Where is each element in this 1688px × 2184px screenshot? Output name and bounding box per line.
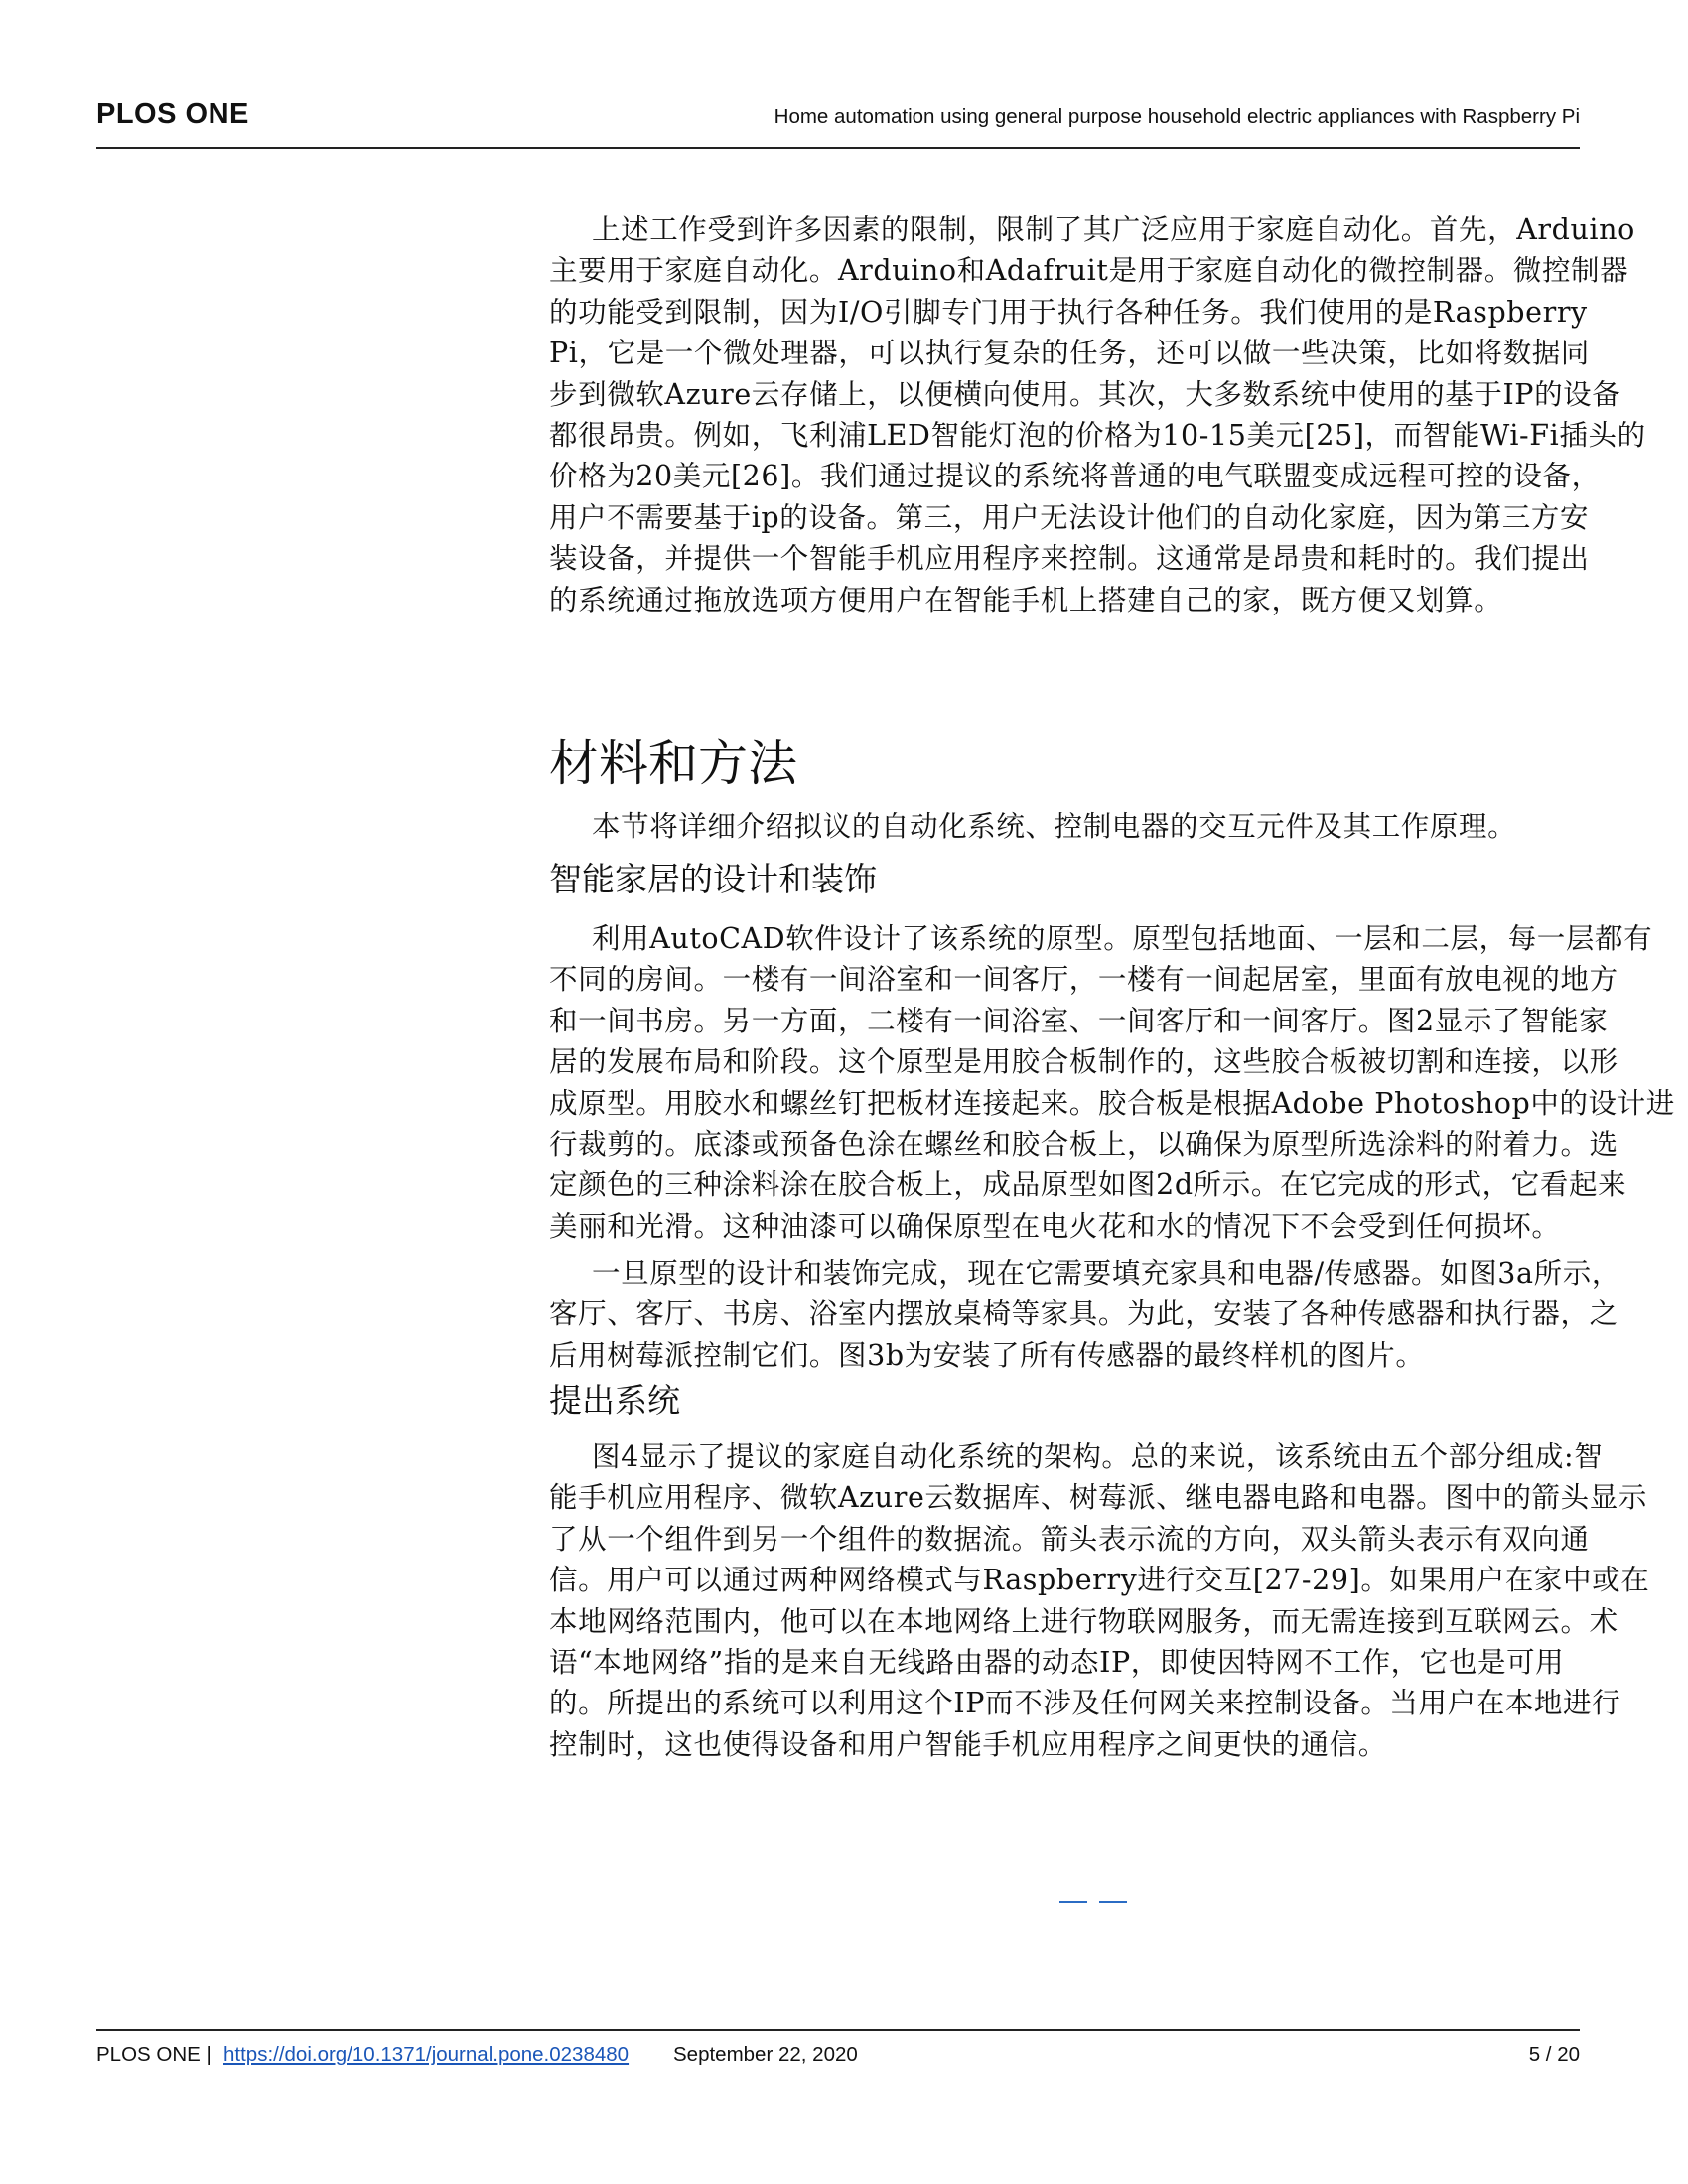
section-heading: 材料和方法 [549,735,797,792]
text-line: 了从一个组件到另一个组件的数据流。箭头表示流的方向，双头箭头表示有双向通 [549,1522,1590,1556]
text-line: 的。所提出的系统可以利用这个IP而不涉及任何网关来控制设备。当用户在本地进行 [549,1687,1621,1720]
text-line: 居的发展布局和阶段。这个原型是用胶合板制作的，这些胶合板被切割和连接，以形 [549,1045,1618,1079]
text-line: 客厅、客厅、书房、浴室内摆放桌椅等家具。为此，安装了各种传感器和执行器，之 [549,1297,1618,1331]
text-line: 定颜色的三种涂料涂在胶合板上，成品原型如图2d所示。在它完成的形式，它看起来 [549,1168,1627,1202]
footer-journal: PLOS ONE | [96,2043,211,2066]
text-line: 主要用于家庭自动化。Arduino和Adafruit是用于家庭自动化的微控制器。微控制器 [549,254,1629,288]
text-line: 上述工作受到许多因素的限制，限制了其广泛应用于家庭自动化。首先，Arduino [592,213,1635,246]
text-line: 都很昂贵。例如，飞利浦LED智能灯泡的价格为10-15美元[25]，而智能Wi-Fi插头的 [549,419,1646,452]
text-line: 图4显示了提议的家庭自动化系统的架构。总的来说，该系统由五个部分组成:智 [592,1440,1604,1473]
text-line: 后用树莓派控制它们。图3b为安装了所有传感器的最终样机的图片。 [549,1338,1425,1372]
text-line: 装设备，并提供一个智能手机应用程序来控制。这通常是昂贵和耗时的。我们提出 [549,542,1590,576]
text-line: 信。用户可以通过两种网络模式与Raspberry进行交互[27-29]。如果用户在家中或在 [549,1564,1650,1597]
link-marker [1059,1901,1087,1903]
text-line: 行裁剪的。底漆或预备色涂在螺丝和胶合板上，以确保为原型所选涂料的附着力。选 [549,1128,1618,1160]
text-line: 成原型。用胶水和螺丝钉把板材连接起来。胶合板是根据Adobe Photoshop中的设计进 [549,1086,1675,1120]
text-line: 价格为20美元[26]。我们通过提议的系统将普通的电气联盟变成远程可控的设备， [549,460,1601,493]
text-line: 语“本地网络”指的是来自无线路由器的动态IP，即使因特网不工作，它也是可用 [549,1646,1565,1679]
running-title: Home automation using general purpose household electric appliances with Raspberry Pi [774,105,1580,128]
header-rule [96,147,1580,149]
page-number: 5 / 20 [1528,2043,1580,2066]
footer-date: September 22, 2020 [673,2043,858,2066]
doi-link[interactable]: https://doi.org/10.1371/journal.pone.0238480 [223,2043,630,2066]
subsection-heading-system: 提出系统 [549,1381,680,1420]
text-line: Pi，它是一个微处理器，可以执行复杂的任务，还可以做一些决策，比如将数据同 [549,337,1590,370]
text-line: 本地网络范围内，他可以在本地网络上进行物联网服务，而无需连接到互联网云。术 [549,1604,1618,1638]
link-marker [1099,1901,1127,1903]
text-line: 的功能受到限制，因为I/O引脚专门用于执行各种任务。我们使用的是Raspberry [549,295,1588,329]
footer-rule [96,2029,1580,2031]
text-line: 步到微软Azure云存储上，以便横向使用。其次，大多数系统中使用的基于IP的设备 [549,377,1621,411]
subsection-heading-design: 智能家居的设计和装饰 [549,860,877,898]
text-line: 利用AutoCAD软件设计了该系统的原型。原型包括地面、一层和二层，每一层都有 [592,922,1653,955]
text-line: 一旦原型的设计和装饰完成，现在它需要填充家具和电器/传感器。如图3a所示， [592,1257,1620,1290]
text-line: 不同的房间。一楼有一间浴室和一间客厅，一楼有一间起居室，里面有放电视的地方 [549,963,1618,997]
text-line: 美丽和光滑。这种油漆可以确保原型在电火花和水的情况下不会受到任何损坏。 [549,1209,1561,1243]
journal-logo: PLOS ONE [96,98,249,130]
text-line: 能手机应用程序、微软Azure云数据库、树莓派、继电器电路和电器。图中的箭头显示 [549,1481,1647,1515]
section-intro: 本节将详细介绍拟议的自动化系统、控制电器的交互元件及其工作原理。 [592,810,1517,843]
text-line: 和一间书房。另一方面，二楼有一间浴室、一间客厅和一间客厅。图2显示了智能家 [549,1004,1609,1037]
text-line: 用户不需要基于ip的设备。第三，用户无法设计他们的自动化家庭，因为第三方安 [549,500,1590,534]
text-line: 控制时，这也使得设备和用户智能手机应用程序之间更快的通信。 [549,1727,1387,1761]
text-line: 的系统通过拖放选项方便用户在智能手机上搭建自己的家，既方便又划算。 [549,583,1503,616]
